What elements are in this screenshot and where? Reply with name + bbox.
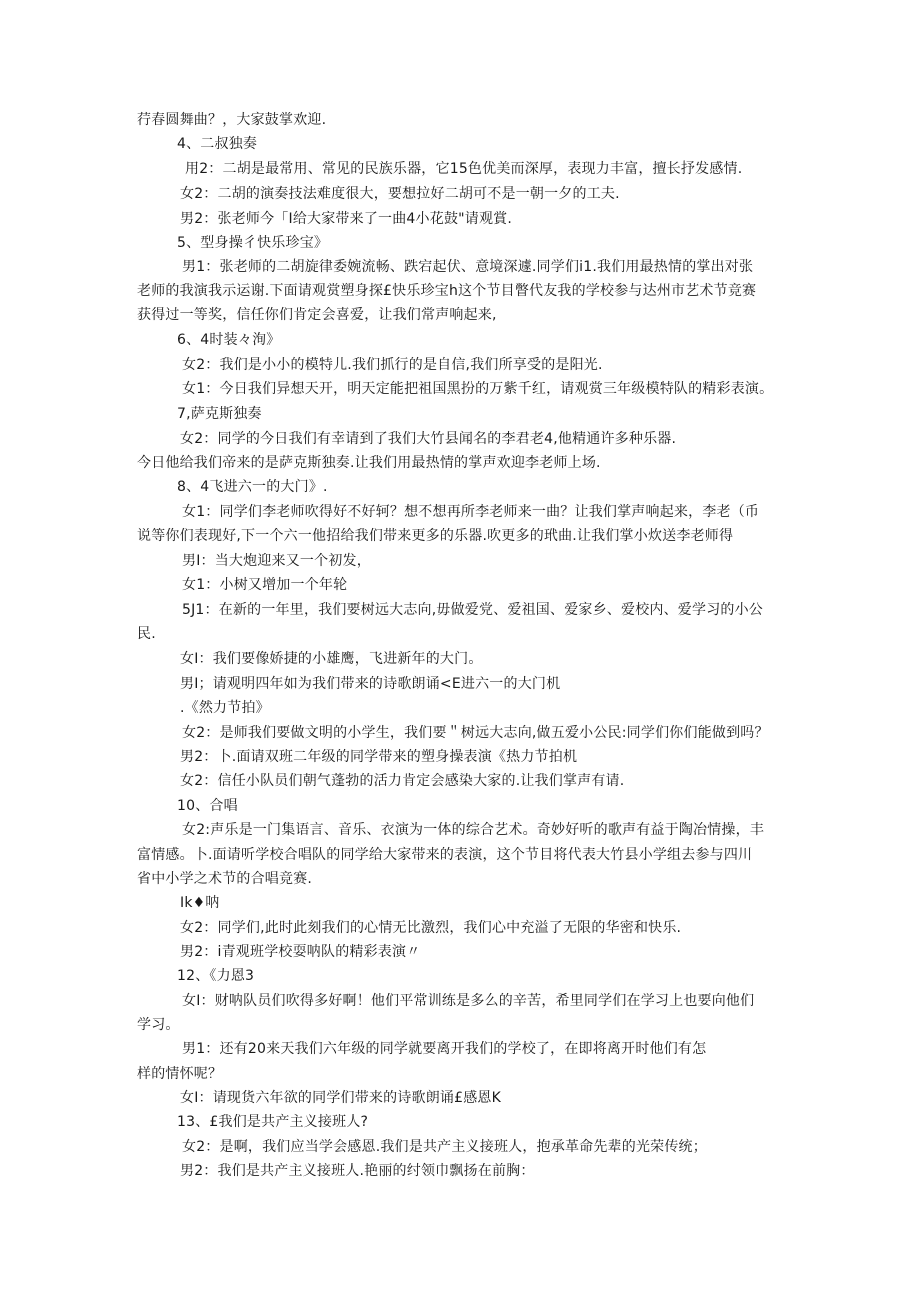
text-line: 女2：是师我们要做文明的小学生，我们要＂树远大志向,做五爱小公民:同学们你们能做到吗？	[182, 725, 769, 741]
text-line: 男I：当大炮迎来又一个初发，	[182, 553, 371, 569]
text-line: 5J1：在新的一年里，我们要树远大志向,毋做爱党、爱祖国、爱家乡、爱校内、爱学习的小公	[182, 602, 763, 618]
text-line: 男2：张老师今「I给大家带来了一曲4小花鼓"请观賞.	[180, 211, 513, 227]
text-line: 女2：是啊，我们应当学会感恩.我们是共产主义接班人，抱承革命先辈的光荣传统；	[182, 1139, 707, 1155]
text-line: 女2：同学的今日我们有幸请到了我们大竹县闻名的李君老4,他精通许多种乐器.	[180, 431, 677, 447]
text-line: 今日他给我们帝来的是萨克斯独奏.让我们用最热情的掌声欢迎李老师上场.	[137, 455, 601, 471]
text-line: 样的情怀呢？	[137, 1066, 223, 1082]
text-line: 省中小学之术节的合唱竞赛.	[137, 871, 313, 887]
text-line: 男2：卜.面请双班二年级的同学带来的塑身操表演《热力节拍机	[180, 749, 578, 765]
text-line: 女I：请现货六年欲的同学们带来的诗歌朗诵£感恩K	[180, 1090, 502, 1106]
program-heading: 10、合唱	[177, 798, 238, 814]
program-heading: 8、4飞进六一的大门》.	[177, 479, 328, 495]
text-line: 女1：今日我们异想天开，明天定能把祖国黑扮的万紫千红，请观赏三年级模特队的精彩表演。	[182, 381, 774, 397]
text-line: 富情感。卜.面请听学校合唱队的同学给大家带来的表演，这个节目将代表大竹县小学组去参与四川	[137, 847, 753, 863]
text-line: 学习。	[137, 1017, 180, 1033]
text-line: 荇春圆舞曲？，大家鼓掌欢迎.	[137, 112, 327, 128]
text-line: 民.	[137, 626, 156, 642]
program-heading: Ik♦呐	[180, 895, 220, 911]
text-line: 女2：信任小队员们朝气蓬勃的活力肯定会感染大家的.让我们掌声有请.	[180, 773, 625, 789]
program-heading: 7,萨克斯独奏	[177, 406, 262, 422]
text-line: 男2：i青观班学校耍呐队的精彩表演〃	[180, 944, 421, 960]
program-heading: 12、《力恩3	[177, 968, 255, 984]
text-line: 女2：我们是小小的模特儿.我们抓行的是自信,我们所享受的是阳光.	[182, 357, 603, 373]
text-line: 女I：财呐队员们吹得多好啊！他们平常训练是多么的辛苦，希里同学们在学习上也要向他们	[182, 993, 755, 1009]
program-heading: 6、4时装々洵》	[177, 332, 281, 348]
text-line: 女2：同学们,此时此刻我们的心情无比激烈，我们心中充溢了无限的华密和快乐.	[180, 920, 682, 936]
text-line: 女1：同学们李老师吹得好不好轲？想不想再所李老师来一曲？让我们掌声响起来，李老（币	[182, 504, 760, 520]
text-line: 男2：我们是共产主义接班人.艳丽的纣领巾飘扬在前胸：	[180, 1163, 535, 1179]
text-line: 用2：二胡是最常用、常见的民族乐器，它15色优美而深厚，表现力丰富，擅长抒发感情.	[185, 161, 743, 177]
text-line: 男1：张老师的二胡旋律委婉流畅、跌宕起伏、意境深遽.同学们i1.我们用最热情的掌出对张	[182, 259, 754, 275]
text-line: 女1：小树又增加一个年轮	[182, 577, 348, 593]
program-heading: 4、二叔独奏	[177, 136, 258, 152]
text-line: 男I；请观明四年如为我们带来的诗歌朗诵<E进六一的大门机	[180, 676, 561, 692]
text-line: 获得过一等奖，信任你们肯定会喜爱，让我们常声响起来,	[137, 307, 497, 323]
text-line: 女2：二胡的演奏技法难度很大，要想拉好二胡可不是一朝一夕的工夫.	[180, 186, 620, 202]
text-line: 说等你们表现好,下一个六一他招给我们带来更多的乐器.吹更多的玳曲.让我们掌小炊送李老师得	[137, 528, 734, 544]
program-heading: 13、£我们是共产主义接班人?	[177, 1114, 369, 1130]
text-line: 女I：我们要像娇捷的小雄鹰，飞进新年的大门。	[180, 651, 483, 667]
text-line: 男1：还有20来天我们六年级的同学就要离开我们的学校了，在即将离开时他们有怎	[182, 1041, 707, 1057]
program-heading: 5、型身操彳快乐珍宝》	[177, 235, 329, 251]
text-line: 女2:声乐是一门集语言、音乐、衣演为一体的综合艺术。奇妙好听的歌声有益于陶冶情操，丰	[182, 822, 765, 838]
text-line: 老师的我演我示运谢.下面请观赏塑身探£快乐珍宝h这个节目瞥代友我的学校参与达州市艺术节竞赛	[137, 283, 757, 299]
program-heading: .《然力节拍》	[180, 700, 270, 716]
